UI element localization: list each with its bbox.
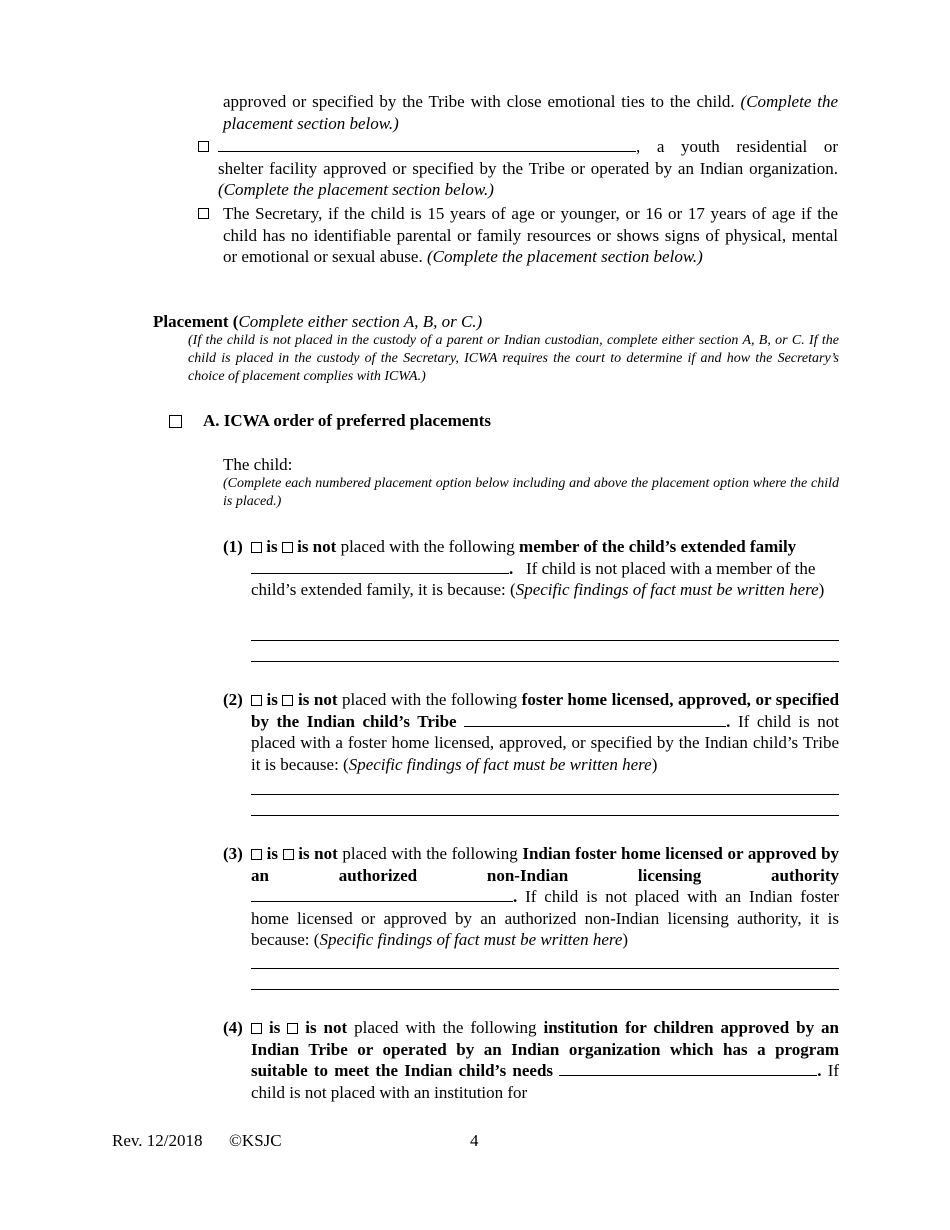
youth-facility-text: , a youth residential or shelter facility approved or specified by the Tribe or operated by an Indian organization. bbox=[218, 137, 838, 178]
child-label: The child: bbox=[223, 455, 293, 474]
option-3-italic: Specific findings of fact must be written here bbox=[319, 930, 623, 950]
placement-note: (If the child is not placed in the custody of a parent or Indian custodian, complete either section A, B, or C. If the child is placed in the custody of the Secretary, ICWA requires the court to determine if and how the Secretary’s choice of placement complies with ICWA.) bbox=[188, 333, 839, 384]
option-2-number: (2) bbox=[223, 690, 243, 709]
section-a-checkbox[interactable] bbox=[169, 415, 182, 428]
option-2-blank[interactable] bbox=[464, 712, 726, 727]
option-2-bold: foster home licensed, approved, or specified by the Indian child’s Tribe bbox=[251, 690, 840, 731]
option-3-bold: Indian foster home licensed or approved by an authorized non-Indian licensing authority bbox=[251, 844, 840, 885]
option-3-close: ) bbox=[622, 930, 629, 950]
option-2-close: ) bbox=[651, 754, 658, 774]
intro-paragraph bbox=[223, 91, 838, 134]
option-1-blank[interactable] bbox=[251, 559, 509, 574]
option-1-close: ) bbox=[818, 580, 825, 600]
youth-facility-blank[interactable] bbox=[218, 137, 636, 152]
option-4-is-not: is not bbox=[305, 1018, 348, 1037]
option-2-is: is bbox=[266, 690, 278, 709]
footer-copyright: ©KSJC bbox=[229, 1131, 282, 1150]
option-1-is-not-checkbox[interactable] bbox=[282, 542, 293, 553]
option-4-is: is bbox=[268, 1018, 281, 1037]
option-3-is-checkbox[interactable] bbox=[251, 849, 262, 860]
option-3-text: is is not placed with the following Indian foster home licensed or approved by an authorized non-Indian licensing authority . If child is not placed with an Indian foster home licensed or approved by an authorized non-Indian licensing authority, it is because: (Specific findings of fact must be written here) bbox=[251, 844, 840, 950]
youth-facility-option bbox=[218, 136, 838, 201]
option-1-is-checkbox[interactable] bbox=[251, 542, 262, 553]
option-4-is-checkbox[interactable] bbox=[251, 1023, 262, 1034]
section-a-heading bbox=[203, 410, 491, 432]
option-2-text: is is not placed with the following foster home licensed, approved, or specified by the Indian child’s Tribe . If child is not placed with a foster home licensed, approved, or specified by the Indian child’s Tribe it is because: (Specific findings of fact must be written here) bbox=[251, 690, 840, 774]
option-3-is-not: is not bbox=[298, 844, 338, 863]
option-1-is-not: is not bbox=[297, 537, 337, 556]
option-1-bold: member of the child’s extended family bbox=[519, 537, 797, 556]
intro-text: approved or specified by the Tribe with close emotional ties to the child. bbox=[223, 92, 735, 111]
option-1-italic: Specific findings of fact must be written here bbox=[515, 580, 819, 600]
option-3-is-not-checkbox[interactable] bbox=[283, 849, 294, 860]
option-1-findings-line-2[interactable] bbox=[251, 661, 839, 662]
option-4-blank[interactable] bbox=[559, 1061, 817, 1076]
child-note: (Complete each numbered placement option below including and above the placement option where the child is placed.) bbox=[223, 476, 839, 509]
option-3-is: is bbox=[266, 844, 278, 863]
option-4-is-not-checkbox[interactable] bbox=[287, 1023, 298, 1034]
placement-heading-bold: Placement ( bbox=[153, 312, 239, 331]
option-3-findings-line-1[interactable] bbox=[251, 968, 839, 969]
placement-heading-italic: Complete either section A, B, or C.) bbox=[238, 312, 483, 331]
option-4-pre: placed with the following bbox=[354, 1018, 537, 1037]
option-1-is: is bbox=[266, 537, 278, 556]
youth-facility-checkbox[interactable] bbox=[198, 141, 209, 152]
section-a-title: . ICWA order of preferred placements bbox=[215, 411, 492, 430]
option-3-findings-line-2[interactable] bbox=[251, 989, 839, 990]
secretary-text: The Secretary, if the child is 15 years of age or younger, or 16 or 17 years of age if the child has no identifiable parental or family resources or shows signs of physical, mental or emotional or sexual abuse. bbox=[223, 204, 838, 267]
option-4-bold: institution for children approved by an Indian Tribe or operated by an Indian organization which has a program suitable to meet the Indian child’s needs bbox=[251, 1018, 840, 1081]
option-1-number: (1) bbox=[223, 537, 243, 556]
option-3-number: (3) bbox=[223, 844, 243, 863]
secretary-checkbox[interactable] bbox=[198, 208, 209, 219]
footer-revision: Rev. 12/2018 bbox=[112, 1131, 203, 1150]
intro-instruction: (Complete the placement section below.) bbox=[223, 92, 838, 133]
option-2-after: If child is not placed with a foster home licensed, approved, or specified by the Indian child’s Tribe it is because: ( bbox=[251, 711, 840, 774]
section-a-letter: A bbox=[203, 411, 216, 430]
option-1-text: is is not placed with the following member of the child’s extended family . If child is not placed with a member of the child’s extended family, it is because: (Specific findings of fact must be written here) bbox=[251, 537, 825, 600]
option-1-after: If child is not placed with a member of the child’s extended family, it is because: ( bbox=[251, 558, 816, 600]
option-4-after: If child is not placed with an institution for bbox=[251, 1061, 840, 1102]
placement-heading bbox=[153, 311, 482, 333]
option-2-italic: Specific findings of fact must be written here bbox=[348, 754, 652, 774]
option-2-findings-line-1[interactable] bbox=[251, 794, 839, 795]
option-2-pre: placed with the following bbox=[342, 690, 518, 709]
option-2-is-checkbox[interactable] bbox=[251, 695, 262, 706]
option-2-is-not-checkbox[interactable] bbox=[282, 695, 293, 706]
option-4-number: (4) bbox=[223, 1018, 243, 1037]
secretary-instruction: (Complete the placement section below.) bbox=[426, 247, 703, 267]
secretary-option bbox=[223, 203, 838, 268]
option-3-blank[interactable] bbox=[251, 887, 513, 902]
option-4-text: is is not placed with the following institution for children approved by an Indian Tribe or operated by an Indian organization which has a program suitable to meet the Indian child’s needs . If child is not placed with an institution for bbox=[251, 1018, 840, 1102]
youth-facility-instruction: (Complete the placement section below.) bbox=[218, 180, 494, 200]
footer-page-number: 4 bbox=[470, 1131, 479, 1150]
option-2-findings-line-2[interactable] bbox=[251, 815, 839, 816]
option-3-after: If child is not placed with an Indian foster home licensed or approved by an authorized non-Indian licensing authority, it is because: ( bbox=[251, 887, 840, 950]
option-1-pre: placed with the following bbox=[340, 537, 515, 556]
option-3-pre: placed with the following bbox=[342, 844, 518, 863]
option-1-findings-line-1[interactable] bbox=[251, 640, 839, 641]
option-2-is-not: is not bbox=[297, 690, 338, 709]
